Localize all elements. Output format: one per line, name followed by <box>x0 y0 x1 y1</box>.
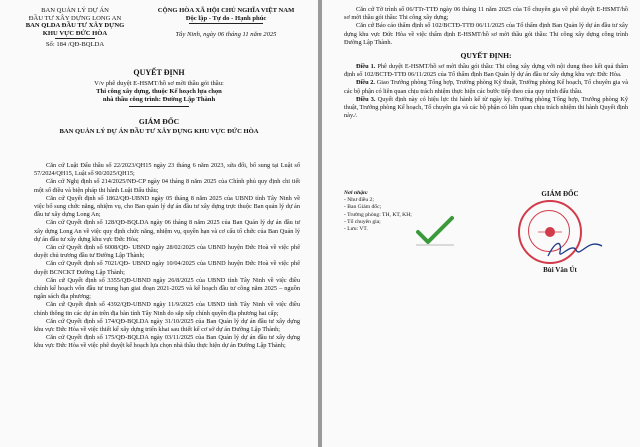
subject-line-1: V/v phê duyệt E-HSMT/hồ sơ mời thầu gói thầu: <box>94 80 224 87</box>
agency-line-3: BAN QLDA ĐẦU TƯ XÂY DỰNG <box>25 22 125 30</box>
agency-line-1: BAN QUẢN LÝ DỰ ÁN <box>41 7 109 14</box>
handwritten-signature-icon <box>544 236 606 262</box>
decide-heading: QUYẾT ĐỊNH: <box>460 51 512 61</box>
legal-basis-paragraph: Căn cứ Quyết định số 6008/QĐ- UBND ngày 28/02/2025 của UBND huyện Đức Hoà về việc phê duyệt chủ trương đầu tư Đường Lập Thành; <box>34 244 300 260</box>
recipient-item: - Như điều 2; <box>344 197 374 204</box>
digital-signature-check-icon <box>414 214 456 248</box>
decision-heading <box>0 68 318 136</box>
recipient-item: - Tổ chuyên gia; <box>344 218 381 225</box>
legal-bases <box>34 162 300 351</box>
subject-underline <box>129 106 189 107</box>
page-2-body <box>344 6 628 120</box>
legal-basis-paragraph: Căn cứ Quyết định số 4392/QĐ-UBND ngày 11/9/2025 của UBND tỉnh Tây Ninh về việc điều chỉnh thông tin các dự án trên địa bàn tỉnh Tây Ninh do sắp xếp chính quyền địa phương hai cấp; <box>34 301 300 317</box>
nation-title: CỘNG HÒA XÃ HỘI CHỦ NGHĨA VIỆT NAM <box>157 7 295 14</box>
document-page-1 <box>0 0 318 447</box>
legal-basis-paragraph: Căn cứ Quyết định số 1862/QĐ-UBND ngày 05 tháng 8 năm 2025 của UBND tỉnh Tây Ninh về việc bổ sung chức năng, nhiệm vụ, cho Ban quản lý dự án đầu tư xây dựng trực thuộc Ban quản lý dự án đầu tư xây dựng Long An; <box>34 194 300 219</box>
article-3 <box>344 96 628 121</box>
place-date: Tây Ninh, ngày 06 tháng 11 năm 2025 <box>175 31 277 39</box>
national-header <box>140 7 312 39</box>
recipient-item: - Lưu: VT. <box>344 226 368 233</box>
legal-basis-paragraph: Căn cứ Quyết định số 175/QĐ-BQLDA ngày 03/11/2025 của Ban Quản lý dự án đầu tư xây dựng khu vực Đức Hòa về việc phê duyệt kế hoạch lựa chọn nhà thầu thực hiện dự án Đường Lập Thành; <box>34 334 300 350</box>
agency-underline <box>55 38 95 39</box>
subject-line-3: nhà thầu công trình: Đường Lập Thành <box>102 96 216 104</box>
recipient-item: - Trường phòng: TH, KT, KH; <box>344 211 412 218</box>
recipient-item: - Ban Giám đốc; <box>344 204 382 211</box>
subject-line-2: Thi công xây dựng, thuộc Kế hoạch lựa chọn <box>96 88 222 96</box>
issuing-agency <box>10 7 140 49</box>
agency-line-4: KHU VỰC ĐỨC HÒA <box>42 29 108 37</box>
legal-basis-paragraph: Căn cứ Quyết định số 3355/QĐ-UBND ngày 26/8/2025 của UBND tỉnh Tây Ninh về việc điều chỉnh kế hoạch vốn đầu tư trung hạn giai đoạn 2021-2025 và kế hoạch đầu tư công năm 2025 – nguồn ngân sách địa phương; <box>34 276 300 301</box>
article-1-text: Phê duyệt E-HSMT/hồ sơ mời thầu gói thầu: Thi công xây dựng với nội dung theo kết quả thẩm định số 102/BCTĐ-TTĐ 06/11/2025 của Tổ thẩm định Ban Quản lý dự án đầu tư xây dựng khu vực Đức Hòa. <box>344 63 628 79</box>
board-title: BAN QUẢN LÝ DỰ ÁN ĐẦU TƯ XÂY DỰNG KHU VỰC ĐỨC HÒA <box>59 127 259 135</box>
decision-title: QUYẾT ĐỊNH <box>133 68 185 77</box>
article-1 <box>344 63 628 79</box>
legal-basis-paragraph: Căn cứ Nghị định số 214/2025/NĐ-CP ngày 04 tháng 8 năm 2025 của Chính phủ quy định chi tiết một số điều và biện pháp thi hành Luật Đấu thầu; <box>34 178 300 194</box>
director-title: GIÁM ĐỐC <box>138 116 180 126</box>
national-motto: Độc lập - Tự do - Hạnh phúc <box>185 14 267 22</box>
recipients-title: Nơi nhận: <box>344 190 368 196</box>
legal-basis-paragraph: Căn cứ Quyết định số 174/QĐ-BQLDA ngày 31/10/2025 của Ban Quản lý dự án đầu tư xây dựng khu vực Đức Hòa về việc thiết kế xây dựng triển khai sau thiết kế cơ sở dự án Đường Lập Thành; <box>34 317 300 334</box>
signature-block <box>500 190 620 199</box>
signer-title: GIÁM ĐỐC <box>541 190 579 198</box>
article-3-label: Điều 3. <box>356 95 376 103</box>
signer-name: Bùi Văn Út <box>543 266 577 274</box>
basis-paragraph: Căn cứ Báo cáo thẩm định số 102/BCTĐ-TTĐ 06/11/2025 của Tổ thẩm định Ban Quản lý dự án đầu tư xây dựng khu vực Đức Hòa về việc thẩm định E-HSMT/hồ sơ mời thầu gói thầu: Thi công xây dựng công trình Đường Lập Thành. <box>344 22 628 46</box>
article-2-text: Giao Trưởng phòng Tổng hợp, Trưởng phòng Kỹ thuật, Trưởng phòng Kế hoạch, Tổ chuyên gia và các bộ phận có liên quan chịu trách nhiệm thực hiện các bước tiếp theo của quy trình đấu thầu. <box>344 79 628 95</box>
legal-basis-paragraph: Căn cứ Quyết định số 7021/QĐ- UBND ngày 10/04/2025 của UBND huyện Đức Hoà về việc phê duyệt BCNCKT Đường Lập Thành; <box>34 260 300 276</box>
legal-basis-paragraph: Căn cứ Quyết định số 128/QĐ-BQLDA ngày 06 tháng 8 năm 2025 của Ban Quản lý dự án đầu tư xây dựng Long An về việc quy định chức năng, nhiệm vụ, quyền hạn và cơ cấu tổ chức của Ban Quản lý dự án đầu tư xây dựng khu vực Đức Hòa; <box>34 219 300 243</box>
article-2-label: Điều 2. <box>356 79 376 87</box>
article-2 <box>344 79 628 95</box>
motto-underline <box>189 23 263 24</box>
legal-basis-paragraph: Căn cứ Luật Đấu thầu số 22/2023/QH15 ngày 23 tháng 6 năm 2023, sửa đổi, bổ sung tại Luật số 57/2024/QH15, Luật số 90/2025/QH15; <box>34 162 300 178</box>
agency-line-2: ĐẦU TƯ XÂY DỰNG LONG AN <box>28 14 122 22</box>
basis-paragraph: Căn cứ Tờ trình số 06/TTr-TTĐ ngày 06 tháng 11 năm 2025 của Tổ chuyên gia về phê duyệt E-HSMT/hồ sơ mời thầu gói thầu: Thi công xây dựng; <box>344 6 628 22</box>
article-3-text: Quyết định này có hiệu lực thi hành kể từ ngày ký. Trưởng phòng Tổng hợp, Trưởng phòng Kỹ thuật, Trưởng phòng Kế hoạch, Tổ chuyên gia và các bộ phận có liên quan chịu trách nhiệm thi hành Quyết định này./. <box>344 95 628 120</box>
document-page-2 <box>322 0 640 447</box>
article-1-label: Điều 1. <box>356 63 376 71</box>
document-number: Số: 184 /QĐ-BQLDA <box>45 41 105 49</box>
